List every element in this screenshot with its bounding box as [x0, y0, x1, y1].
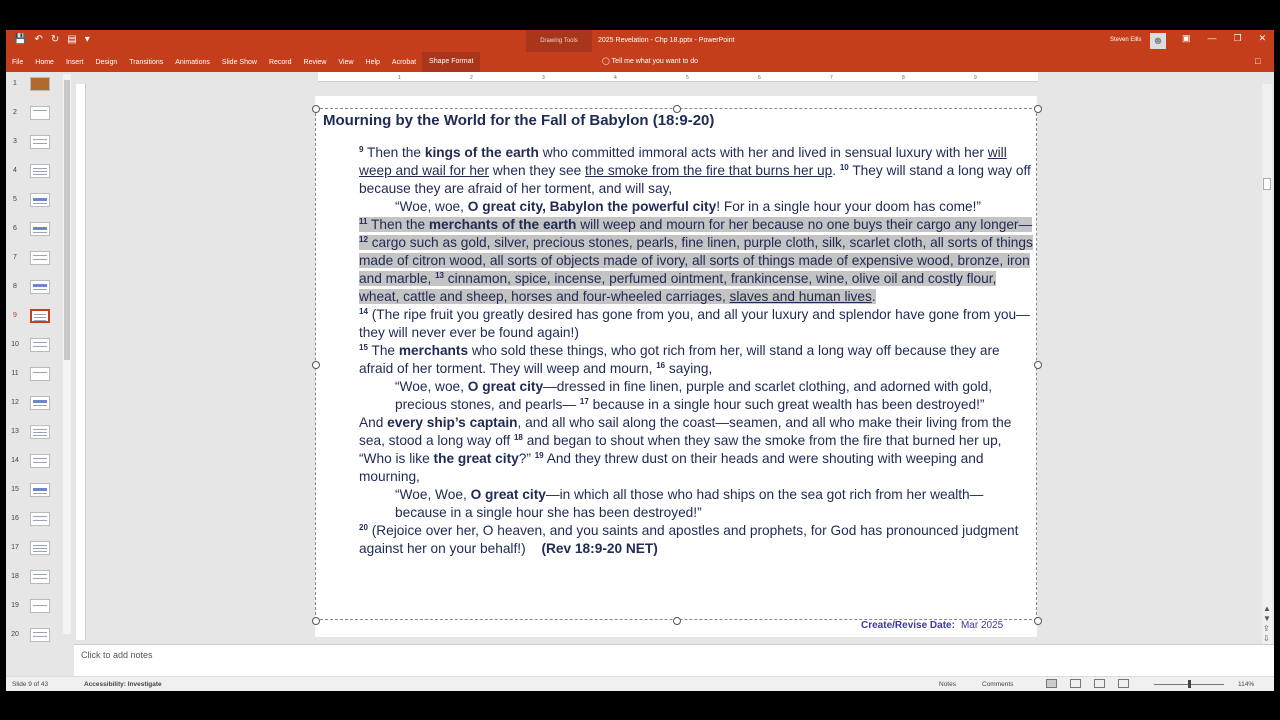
tab-acrobat[interactable]: Acrobat [391, 58, 417, 66]
thumbnail-slide-9[interactable]: 9 [8, 308, 58, 326]
thumbnail-slide-4[interactable]: 4 [8, 163, 58, 181]
slide-show-icon[interactable] [1118, 679, 1129, 688]
thumbnail-slide-20[interactable]: 20 [8, 627, 58, 645]
thumbnail-slide-10[interactable]: 10 [8, 337, 58, 355]
tab-home[interactable]: Home [35, 58, 54, 66]
scroll-buttons[interactable]: ▲ ▼ ⇪ ⇩ [1263, 604, 1271, 643]
restore-icon[interactable]: ❐ [1233, 33, 1242, 43]
resize-handle[interactable] [312, 617, 320, 625]
tab-record[interactable]: Record [268, 58, 292, 66]
thumbnail-slide-19[interactable]: 19 [8, 598, 58, 616]
resize-handle[interactable] [1034, 105, 1042, 113]
slide[interactable] [315, 96, 1037, 637]
window-buttons [1182, 33, 1266, 44]
thumbnail-slide-18[interactable]: 18 [8, 569, 58, 587]
thumbnail-slide-5[interactable]: 5 [8, 192, 58, 210]
thumbnail-scroll-thumb[interactable] [64, 80, 70, 360]
tab-shape-format[interactable]: Shape Format [422, 52, 480, 72]
thumbnail-slide-12[interactable]: 12 [8, 395, 58, 413]
thumbnail-slide-13[interactable]: 13 [8, 424, 58, 442]
status-bar [6, 676, 1274, 691]
resize-handle[interactable] [1034, 361, 1042, 369]
user-name[interactable]: Steven Ellis [1110, 37, 1142, 43]
resize-handle[interactable] [312, 105, 320, 113]
thumbnail-slide-11[interactable]: 11 [8, 366, 58, 384]
slide-title[interactable]: Mourning by the World for the Fall of Babylon (18:9-20) [323, 112, 715, 129]
tab-insert[interactable]: Insert [65, 58, 84, 66]
zoom-slider-thumb[interactable] [1188, 680, 1191, 688]
redo-icon[interactable]: ↻ [50, 34, 60, 45]
scripture-text[interactable]: $^9$ Then the kings of the earth who committed immoral acts with her and lived in sensual luxury with her will weep and wail for her when they see the smoke from the fire that burns her up. $^{10}$ They will stand a long way off because they are afraid of her torment, and will say, “Woe, woe, O great city, Babylon the powerful city! For in a single hour your doom has come!” $^{11}$ Then the merchants of the earth will weep and mourn for her because no one buys their cargo any longer— $^{12}$ cargo such as gold, silver, precious stones, pearls, fine linen, purple cloth, silk, scarlet cloth, all sorts of things made of citron wood, all sorts of objects made of ivory, all sorts of things made of expensive wood, bronze, iron and marble, $^{13}$ cinnamon, spice, incense, perfumed ointment, frankincense, wine, olive oil and costly flour, wheat, cattle and sheep, horses and four-wheeled carriages, slaves and human lives. $^{14}$ (The ripe fruit you greatly desired has gone from you, and all your luxury and splendor have gone from you— they will never ever be found again!) $^{15}$ The merchants who sold these things, who got rich from her, will stand a long way off because they are afraid of her torment. They will weep and mourn, $^{16}$ saying, “Woe, woe, O great city—dressed in fine linen, purple and scarlet clothing, and adorned with gold, precious stones, and pearls— $^{17}$ because in a single hour such great wealth has been destroyed!” And every ship’s captain, and all who sail along the coast—seamen, and all who make their living from the sea, stood a long way off $^{18}$ and began to shout when they saw the smoke from the fire that burned her up, “Who is like the great city?” $^{19}$ And they threw dust on their heads and were shouting with weeping and mourning, “Woe, Woe, O great city—in which all those who had ships on the sea got rich from her wealth—because in a single hour she has been destroyed!” $^{20}$ (Rejoice over her, O heaven, and you saints and apostles and prophets, for God has pronounced judgment against her on your behalf!) (Rev 18:9-20 NET) [359, 145, 1033, 556]
thumbnail-slide-14[interactable]: 14 [8, 453, 58, 471]
thumbnail-slide-15[interactable]: 15 [8, 482, 58, 500]
view-buttons [1046, 679, 1129, 688]
save-icon[interactable]: 💾 [14, 34, 27, 45]
slide-editing-area [88, 84, 1260, 640]
reading-view-icon[interactable] [1094, 679, 1105, 688]
document-title: 2025 Revelation - Chp 18.pptx - PowerPoint [598, 37, 735, 44]
tab-animations[interactable]: Animations [175, 58, 210, 66]
notes-pane[interactable] [74, 644, 1274, 676]
thumbnail-scrollbar[interactable] [63, 74, 71, 634]
thumbnail-slide-2[interactable]: 2 [8, 105, 58, 123]
zoom-level[interactable]: 114% [1238, 681, 1255, 688]
tab-help[interactable]: Help [365, 58, 380, 66]
resize-handle[interactable] [312, 361, 320, 369]
tab-review[interactable]: Review [303, 58, 327, 66]
avatar[interactable]: ☻ [1150, 33, 1166, 49]
thumbnail-slide-6[interactable]: 6 [8, 221, 58, 239]
vertical-ruler [76, 84, 86, 640]
lightbulb-icon: ◯ [602, 58, 610, 65]
slide-scrollbar[interactable] [1262, 84, 1272, 644]
normal-view-icon[interactable] [1046, 679, 1057, 688]
tab-transitions[interactable]: Transitions [129, 58, 164, 66]
horizontal-ruler: 1 2 3 4 5 6 7 8 9 [318, 72, 1038, 82]
undo-icon[interactable]: ↶ [34, 34, 43, 45]
notes-placeholder[interactable]: Click to add notes [81, 650, 153, 660]
resize-handle[interactable] [1034, 617, 1042, 625]
thumbnail-slide-1[interactable]: 1 [8, 76, 58, 94]
powerpoint-window [6, 30, 1274, 691]
thumbnail-slide-17[interactable]: 17 [8, 540, 58, 558]
scripture-reference: (Rev 18:9-20 NET) [541, 541, 658, 556]
ribbon-tabs [6, 52, 1274, 72]
slide-sorter-icon[interactable] [1070, 679, 1081, 688]
slide-scroll-thumb[interactable] [1263, 178, 1271, 190]
tab-design[interactable]: Design [95, 58, 118, 66]
notes-button[interactable]: Notes [939, 681, 956, 688]
resize-handle[interactable] [673, 617, 681, 625]
tab-slide-show[interactable]: Slide Show [221, 58, 257, 66]
accessibility-button[interactable]: Accessibility: Investigate [84, 681, 162, 688]
tab-file[interactable]: File [12, 58, 24, 66]
present-icon[interactable]: ▤ [67, 34, 77, 45]
comment-icon[interactable]: □ [1255, 56, 1261, 66]
quick-access-toolbar [14, 34, 90, 45]
close-icon[interactable]: ✕ [1258, 33, 1267, 43]
minimize-icon[interactable]: — [1207, 33, 1217, 43]
title-bar [6, 30, 1274, 52]
revise-date-footer[interactable]: Create/Revise Date: Mar 2025 [861, 620, 1004, 631]
slide-indicator: Slide 9 of 43 [12, 681, 49, 688]
tell-me-search[interactable]: ◯ Tell me what you want to do [602, 58, 699, 65]
thumbnail-slide-8[interactable]: 8 [8, 279, 58, 297]
thumbnail-slide-7[interactable]: 7 [8, 250, 58, 268]
thumbnail-slide-3[interactable]: 3 [8, 134, 58, 152]
comments-button[interactable]: Comments [982, 681, 1014, 688]
tab-view[interactable]: View [338, 58, 354, 66]
ribbon-display-icon[interactable]: ▣ [1182, 33, 1191, 43]
drawing-tools-context: Drawing Tools [526, 30, 592, 52]
customize-icon[interactable]: ▾ [84, 34, 90, 45]
thumbnail-slide-16[interactable]: 16 [8, 511, 58, 529]
